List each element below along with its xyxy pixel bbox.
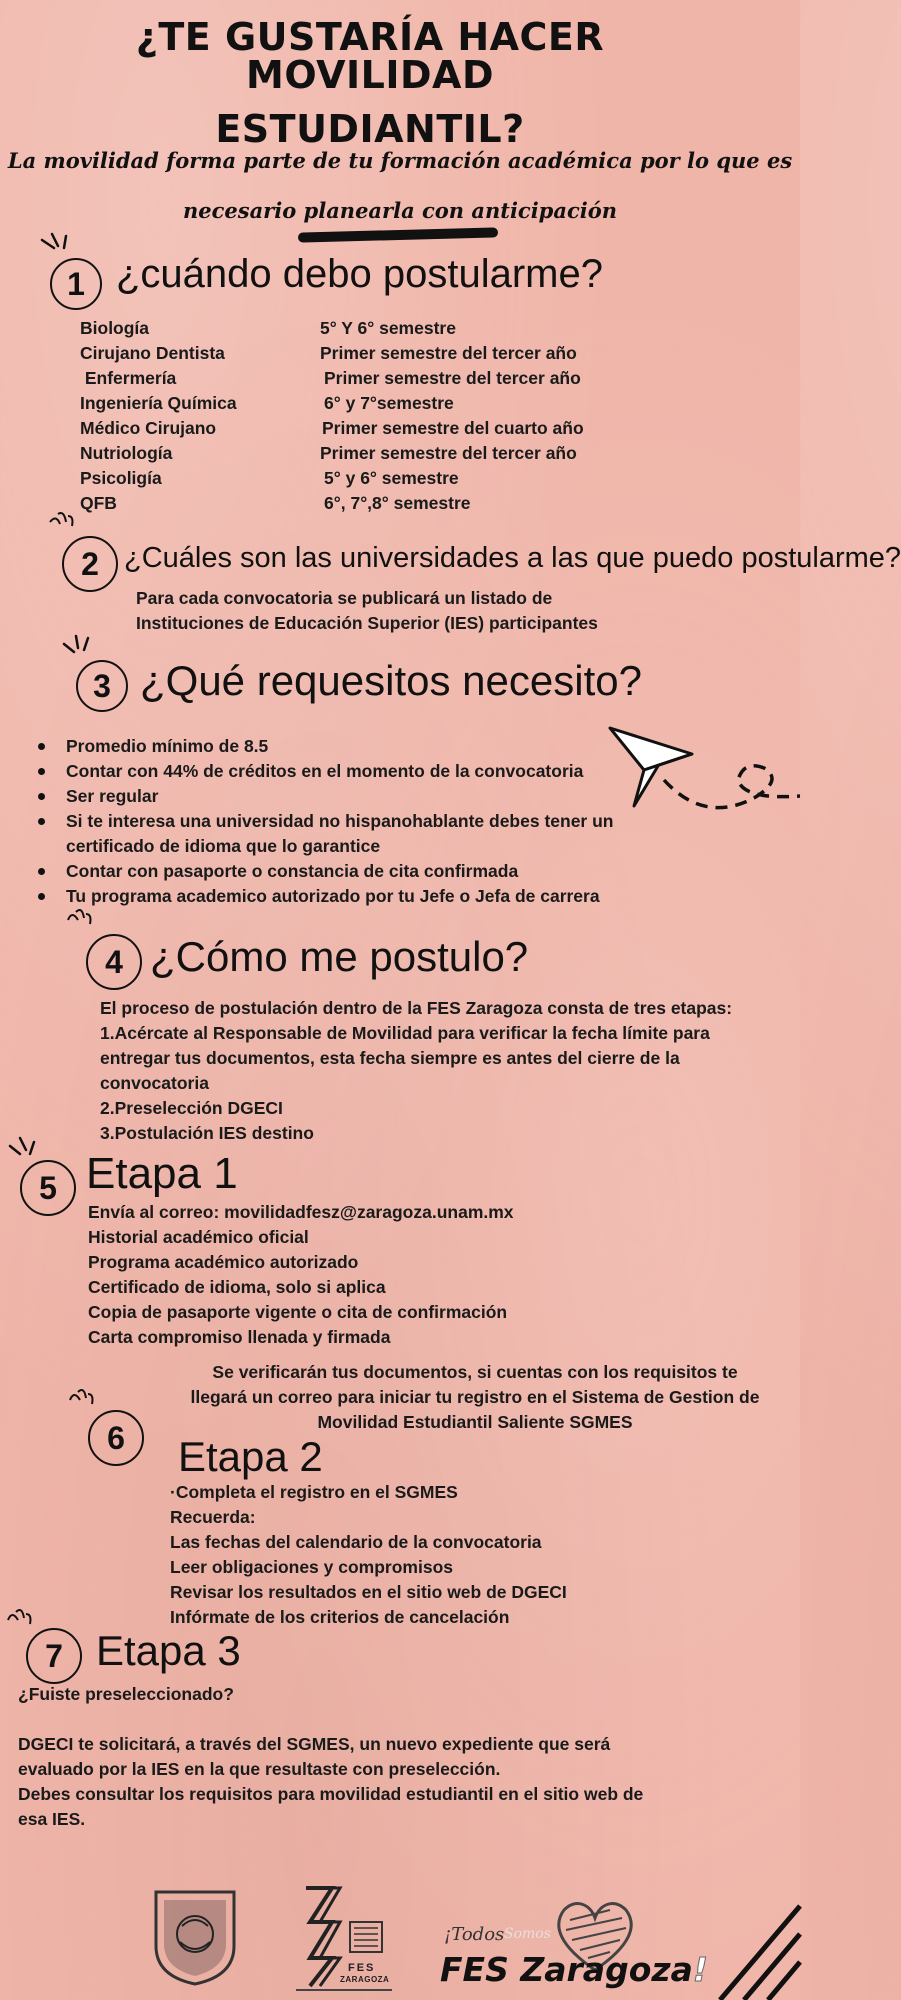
sparkle-icon [46,510,76,536]
text-line: Infórmate de los criterios de cancelación [170,1607,510,1627]
requirements-list [38,734,658,909]
section-1-number: 1 [50,258,102,310]
title-line-1: ¿TE GUSTARÍA HACER MOVILIDAD [135,15,605,97]
email-line: Envía al correo: movilidadfesz@zaragoza.unam.mx [88,1202,514,1222]
sparkle-icon [60,634,92,662]
text-line: Las fechas del calendario de la convocatoria [170,1532,542,1552]
text-line: convocatoria [100,1073,209,1093]
table-row: Cirujano Dentista Primer semestre del tercer año [80,343,577,363]
section-2-text [136,586,696,636]
subtitle-line-1: La movilidad forma parte de tu formación académica por lo que es [7,148,793,173]
career-schedule-table [80,316,640,516]
section-4-heading: ¿Cómo me postulo? [150,933,529,980]
text-line [18,1707,718,1732]
section-2-number: 2 [62,536,118,592]
section-3-number: 3 [76,660,128,712]
table-row: Ingeniería Química 6° y 7°semestre [80,393,454,413]
somos-label: Somos [504,1926,551,1942]
title-line-2: ESTUDIANTIL? [215,107,525,151]
unam-seal-logo [146,1886,244,1986]
text-line: Carta compromiso llenada y firmada [88,1327,391,1347]
sparkle-icon [64,906,96,936]
sparkle-icon [6,1136,38,1166]
section-6-text [170,1480,770,1630]
section-2-heading: ¿Cuáles son las universidades a las que puedo postularme? [124,542,901,574]
sparkle-icon [4,1606,36,1636]
text-line: Certificado de idioma, solo si aplica [88,1277,386,1297]
text-line: Programa académico autorizado [88,1252,359,1272]
section-4-number: 4 [86,934,142,990]
table-row: Biología 5° Y 6° semestre [80,318,456,338]
text-line: Copia de pasaporte vigente o cita de confirmación [88,1302,508,1322]
section-2-line-1: Para cada convocatoria se publicará un listado de [136,588,553,608]
section-6-number: 6 [88,1410,144,1466]
section-7-number: 7 [26,1628,82,1684]
text-line: 2.Preselección DGECI [100,1098,283,1118]
section-2-line-2: Instituciones de Educación Superior (IES) participantes [136,613,598,633]
text-line: 1.Acércate al Responsable de Movilidad para verificar la fecha límite para [100,1023,710,1043]
list-item: Promedio mínimo de 8.5 [38,734,658,759]
text-line: Se verificarán tus documentos, si cuentas con los requisitos te [212,1362,738,1382]
text-line: El proceso de postulación dentro de la FES Zaragoza consta de tres etapas: [100,998,733,1018]
table-row: Enfermería Primer semestre del tercer año [80,368,581,388]
text-line: Debes consultar los requisitos para movilidad estudiantil en el sitio web de [18,1784,644,1804]
text-line: entregar tus documentos, esta fecha siempre es antes del cierre de la [100,1048,680,1068]
zaragoza-small-label: ZARAGOZA [340,1975,390,1984]
list-item: Contar con pasaporte o constancia de cita confirmada [38,859,658,884]
section-1-heading: ¿cuándo debo postularme? [116,252,603,296]
list-item: Si te interesa una universidad no hispanohablante debes tener un certificado de idioma que lo garantice [38,809,658,859]
section-4-text [100,996,780,1146]
section-5-text [88,1200,728,1350]
text-line: esa IES. [18,1809,86,1829]
list-item: Tu programa academico autorizado por tu Jefe o Jefa de carrera [38,884,658,909]
section-7-text [18,1682,718,1832]
fes-zaragoza-label [440,1950,708,1989]
list-item: Ser regular [38,784,658,809]
paper-plane-icon [604,720,800,820]
subtitle-line-2: necesario planearla con anticipación [182,198,618,223]
table-row: Nutriología Primer semestre del tercer año [80,443,577,463]
text-line: ¿Fuiste preseleccionado? [18,1684,234,1704]
section-3-heading: ¿Qué requesitos necesito? [140,657,642,704]
text-line: 3.Postulación IES destino [100,1123,314,1143]
exclaim-text: ! [692,1950,708,1989]
fes-zaragoza-text: FES Zaragoza [440,1950,693,1989]
subtitle [0,136,800,236]
text-line: DGECI te solicitará, a través del SGMES, un nuevo expediente que será [18,1734,611,1754]
table-row: Psicoligía 5° y 6° semestre [80,468,459,488]
todos-label: ¡Todos [444,1924,505,1945]
list-item: Contar con 44% de créditos en el momento de la convocatoria [38,759,658,784]
text-line: llegará un correo para iniciar tu registro en el Sistema de Gestion de [190,1387,760,1407]
fes-small-label: FES [348,1962,376,1974]
corner-stripes-decoration [710,1900,800,2000]
section-5-number: 5 [20,1160,76,1216]
table-row: Médico Cirujano Primer semestre del cuarto año [80,418,584,438]
table-row: QFB 6°, 7°,8° semestre [80,493,471,513]
text-line: Movilidad Estudiantil Saliente SGMES [317,1412,633,1432]
text-line: Historial académico oficial [88,1227,309,1247]
text-line: evaluado por la IES en la que resultaste con preselección. [18,1759,501,1779]
section-7-heading: Etapa 3 [96,1627,241,1674]
text-line: ·Completa el registro en el SGMES [170,1482,458,1502]
section-6-heading: Etapa 2 [178,1433,323,1480]
sparkle-icon [66,1386,98,1416]
text-line: Revisar los resultados en el sitio web de DGECI [170,1582,567,1602]
page-title [60,15,680,151]
text-line: Leer obligaciones y compromisos [170,1557,453,1577]
text-line: Recuerda: [170,1507,256,1527]
section-5-note [170,1360,780,1435]
section-5-heading: Etapa 1 [86,1149,238,1198]
sparkle-icon [38,232,72,262]
